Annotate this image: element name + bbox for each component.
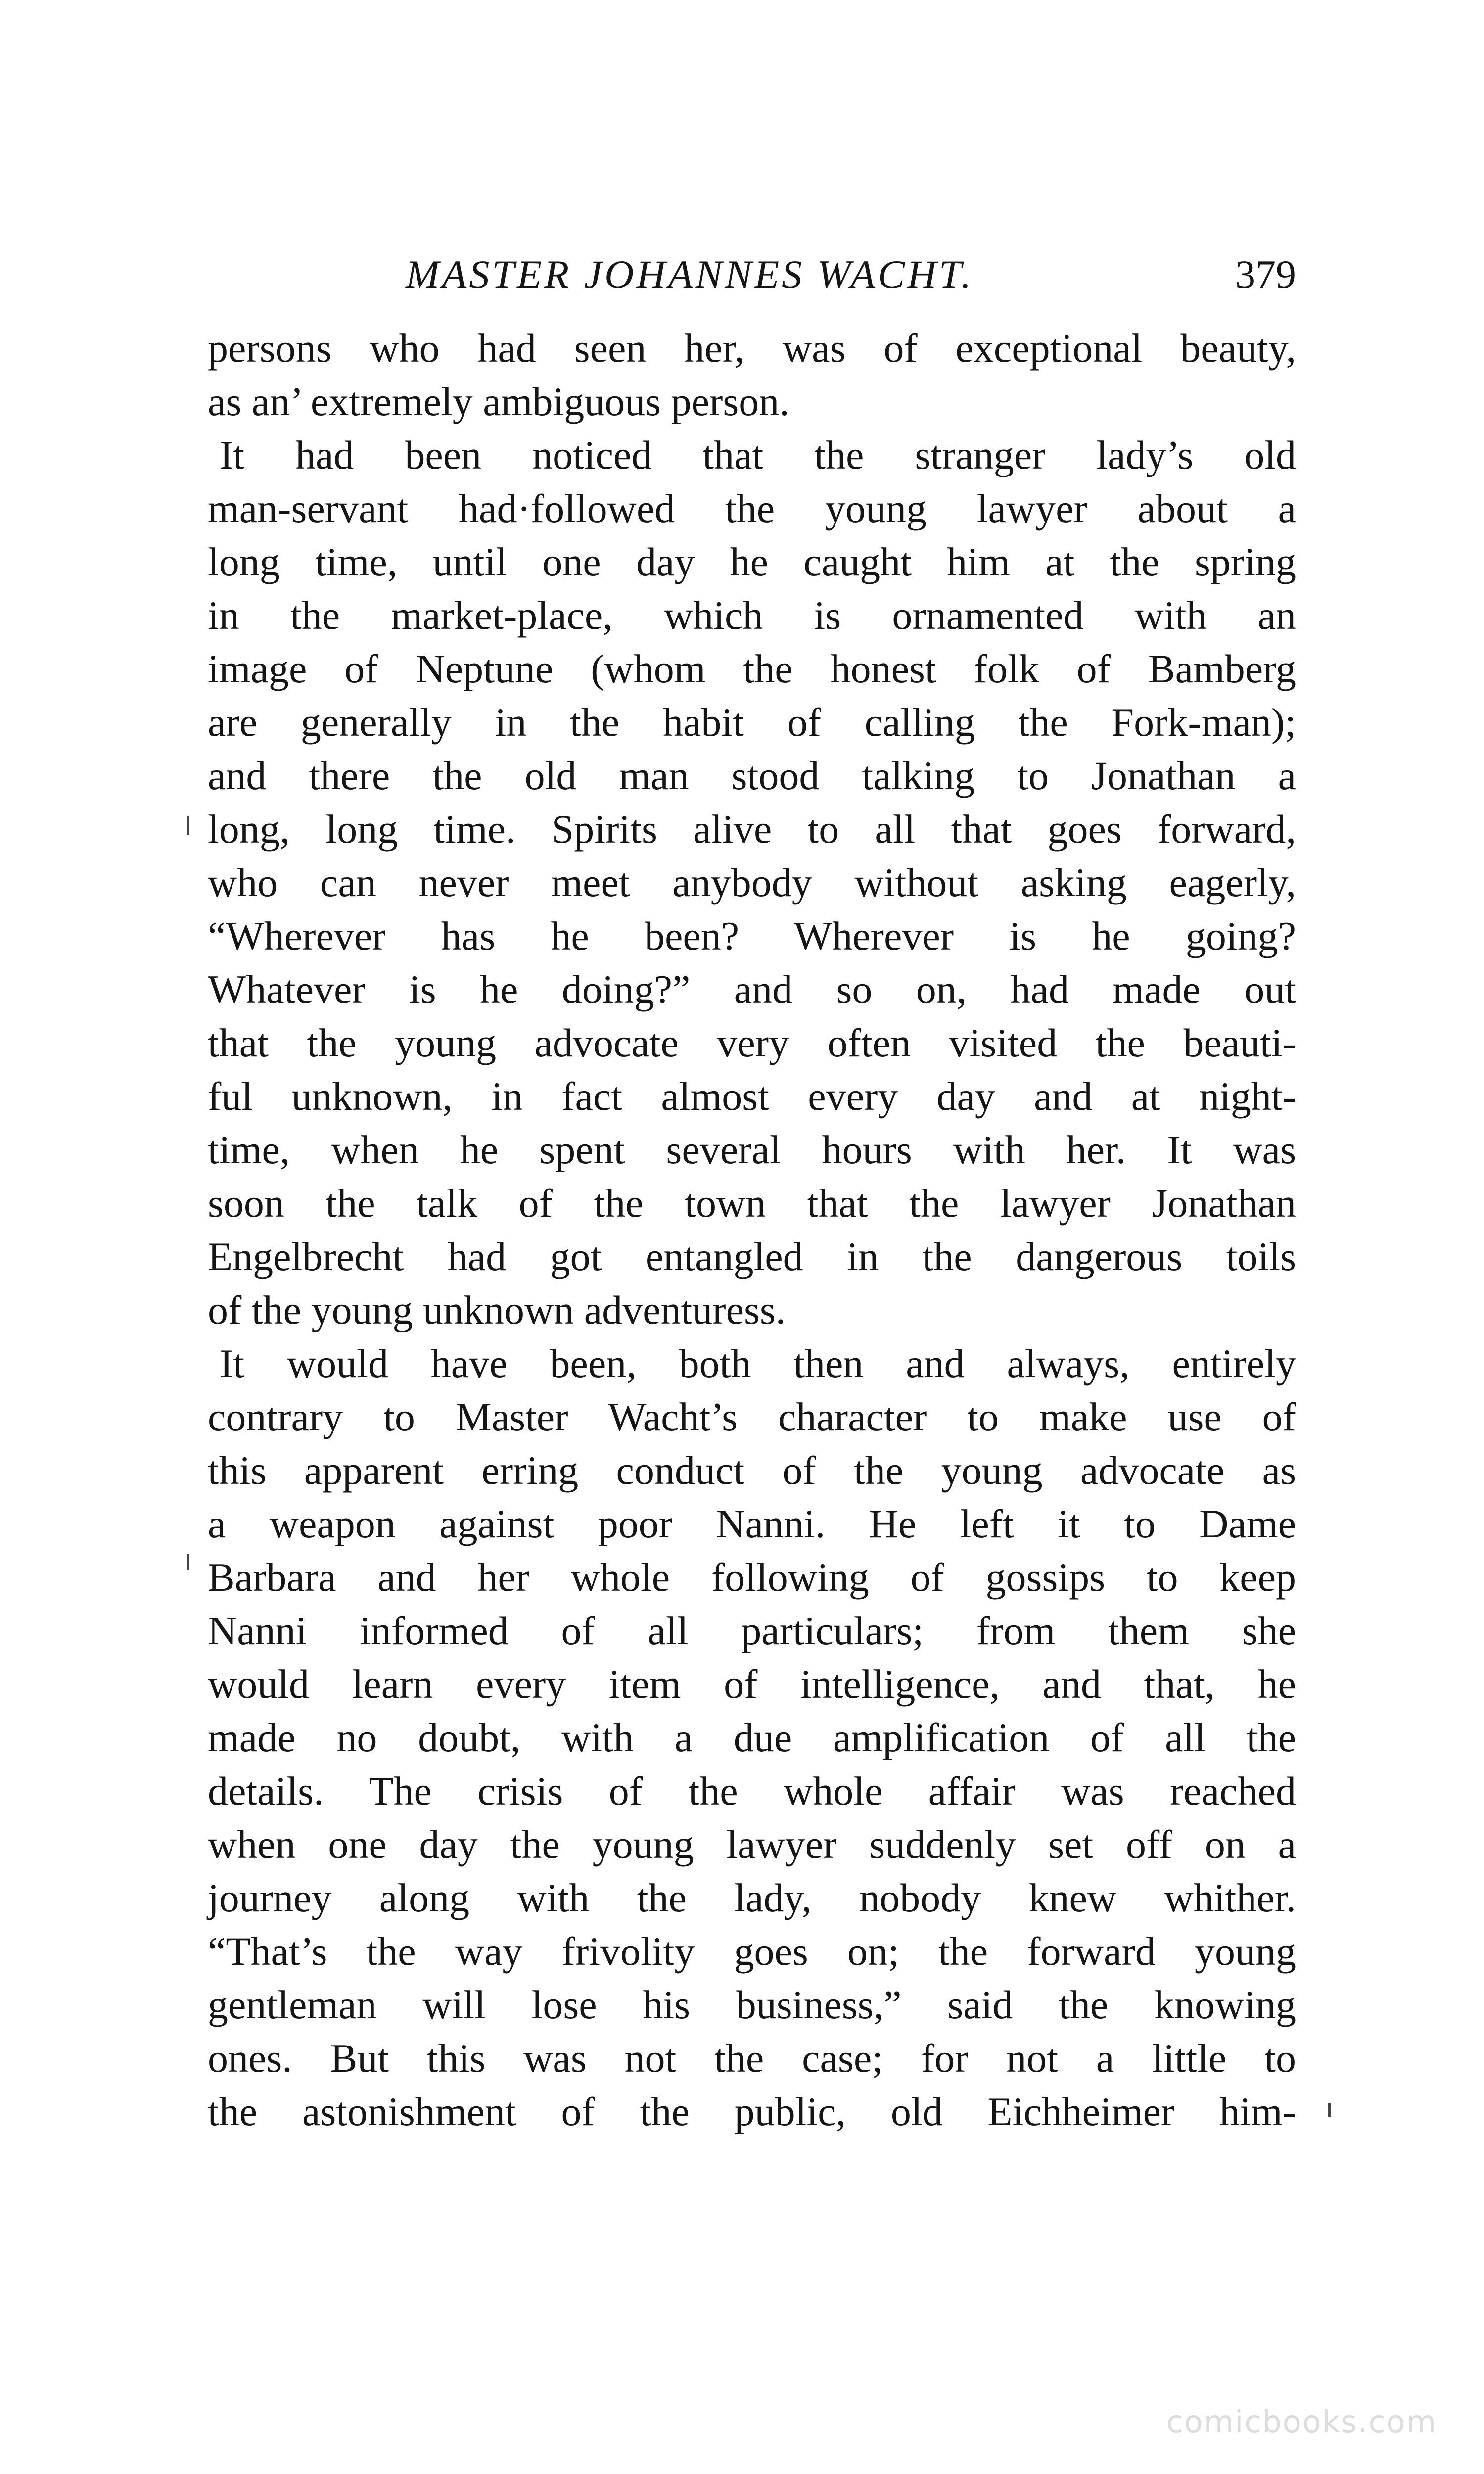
text-line: in the market-place, which is ornamented with an — [208, 593, 1296, 638]
text-line: contrary to Master Wacht’s character to make use of — [208, 1394, 1296, 1439]
text-line: ful unknown, in fact almost every day and at night- — [208, 1074, 1296, 1119]
margin-mark — [1328, 2103, 1331, 2117]
text-line: Engelbrecht had got entangled in the dangerous toils — [208, 1234, 1296, 1279]
text-line: when one day the young lawyer suddenly set off on a — [208, 1822, 1296, 1867]
page-number: 379 — [1235, 252, 1296, 297]
text-line: time, when he spent several hours with her. It was — [208, 1127, 1296, 1172]
text-line: the astonishment of the public, old Eichheimer him- — [208, 2089, 1296, 2134]
text-line: details. The crisis of the whole affair was reached — [208, 1768, 1296, 1813]
watermark: comicbooks.com — [1166, 2404, 1437, 2440]
text-line: a weapon against poor Nanni. He left it to Dame — [208, 1501, 1296, 1546]
text-line: “Wherever has he been? Wherever is he going? — [208, 913, 1296, 958]
text-line: this apparent erring conduct of the young advocate as — [208, 1448, 1296, 1493]
text-line: soon the talk of the town that the lawyer Jonathan — [208, 1181, 1296, 1226]
text-line: who can never meet anybody without asking eagerly, — [208, 860, 1296, 905]
text-line: “That’s the way frivolity goes on; the forward young — [208, 1929, 1296, 1974]
margin-mark — [187, 1554, 189, 1570]
text-line: journey along with the lady, nobody knew whither. — [208, 1875, 1296, 1920]
text-line: Nanni informed of all particulars; from them she — [208, 1608, 1296, 1653]
text-line: It had been noticed that the stranger lady’s old — [220, 432, 1296, 477]
text-line: persons who had seen her, was of exceptional beauty, — [208, 326, 1296, 371]
text-line: as an’ extremely ambiguous person. — [208, 379, 789, 424]
text-line: man-servant had·followed the young lawyer about a — [208, 486, 1296, 531]
text-line: Barbara and her whole following of gossips to keep — [208, 1555, 1296, 1600]
text-line: and there the old man stood talking to Jonathan a — [208, 753, 1296, 798]
text-line: Whatever is he doing?” and so on, had made out — [208, 967, 1296, 1012]
text-line: are generally in the habit of calling the Fork-man); — [208, 700, 1296, 745]
running-head — [208, 247, 1296, 302]
text-line: long, long time. Spirits alive to all that goes forward, — [208, 807, 1296, 852]
text-line: image of Neptune (whom the honest folk of Bamberg — [208, 646, 1296, 691]
margin-mark — [187, 816, 189, 835]
text-line: that the young advocate very often visited the beauti- — [208, 1020, 1296, 1065]
text-line: would learn every item of intelligence, and that, he — [208, 1662, 1296, 1707]
running-title: MASTER JOHANNES WACHT. — [406, 252, 974, 297]
text-line: long time, until one day he caught him at the spring — [208, 539, 1296, 584]
text-line: ones. But this was not the case; for not a little to — [208, 2036, 1296, 2081]
text-line: gentleman will lose his business,” said the knowing — [208, 1982, 1296, 2027]
text-line: It would have been, both then and always, entirely — [220, 1341, 1296, 1386]
text-line: of the young unknown adventuress. — [208, 1287, 786, 1332]
body-text — [208, 322, 1296, 2139]
text-line: made no doubt, with a due amplification of all the — [208, 1715, 1296, 1760]
